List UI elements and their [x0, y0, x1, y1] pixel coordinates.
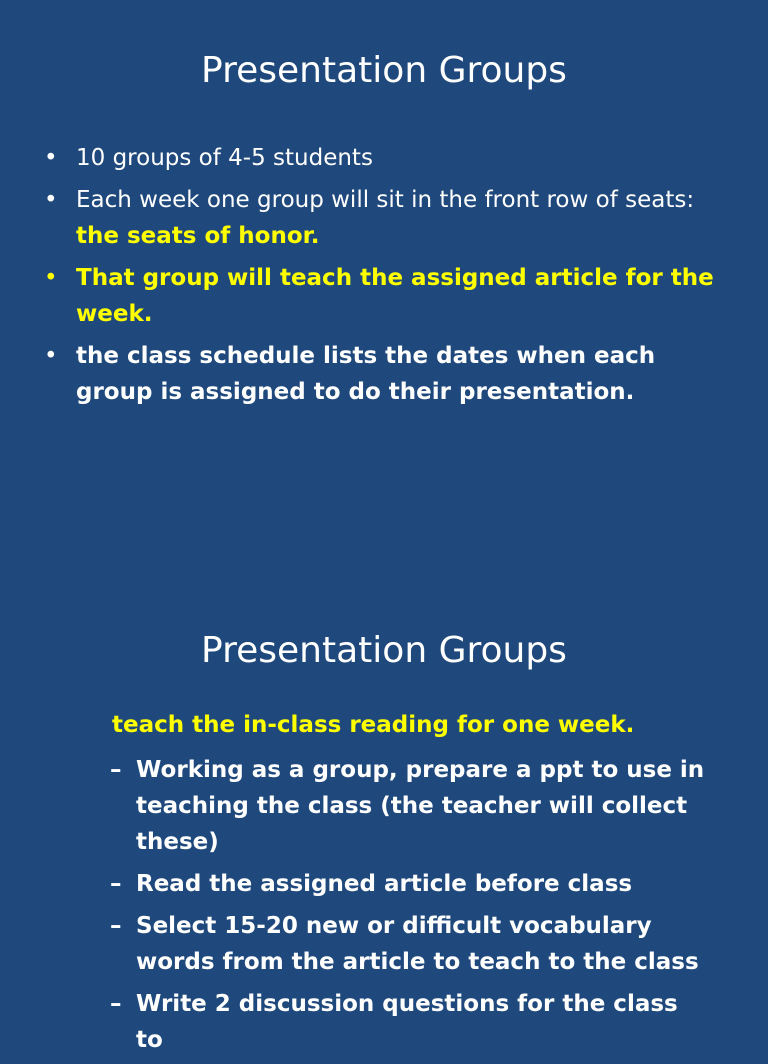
bullet-text-3: That group will teach the assigned article for the week. — [76, 265, 714, 327]
task-item-4 — [110, 986, 710, 1058]
task-item-1 — [110, 752, 710, 860]
bullet-highlight-2: the seats of honor. — [76, 223, 320, 249]
dash-1: – — [110, 757, 122, 783]
task-text-3: Select 15-20 new or difficult vocabulary words from the article to teach to the class — [136, 913, 699, 975]
bullet-item-2 — [44, 182, 724, 254]
task-text-1: Working as a group, prepare a ppt to use in teaching the class (the teacher will collect these) — [136, 757, 705, 855]
bullet-dot-1: • — [44, 145, 58, 171]
dash-3: – — [110, 913, 122, 939]
task-item-2 — [110, 866, 710, 902]
bullet-dot-3: • — [44, 265, 58, 291]
task-text-2: Read the assigned article before class — [136, 871, 633, 897]
bullet-dot-2: • — [44, 187, 58, 213]
slide-2-title: Presentation Groups — [201, 630, 567, 671]
task-item-3 — [110, 908, 710, 980]
bullet-item-3 — [44, 260, 724, 332]
dash-4: – — [110, 991, 122, 1017]
dash-2: – — [110, 871, 122, 897]
slide-1 — [0, 0, 768, 512]
slide-2 — [0, 512, 768, 1053]
slide-2-task-list — [110, 752, 710, 1064]
bullet-item-4 — [44, 338, 724, 410]
slide-1-title: Presentation Groups — [201, 50, 567, 91]
slide-1-bullet-list — [44, 140, 724, 416]
bullet-item-1 — [44, 140, 724, 176]
bullet-dot-4: • — [44, 343, 58, 369]
bullet-text-4: the class schedule lists the dates when each group is assigned to do their presentation. — [76, 343, 656, 405]
bullet-text-2: Each week one group will sit in the front row of seats: — [76, 187, 695, 213]
bullet-text-1: 10 groups of 4-5 students — [76, 145, 373, 171]
task-text-4: Write 2 discussion questions for the class to — [136, 991, 678, 1053]
slide-2-lead: teach the in-class reading for one week. — [112, 712, 635, 738]
